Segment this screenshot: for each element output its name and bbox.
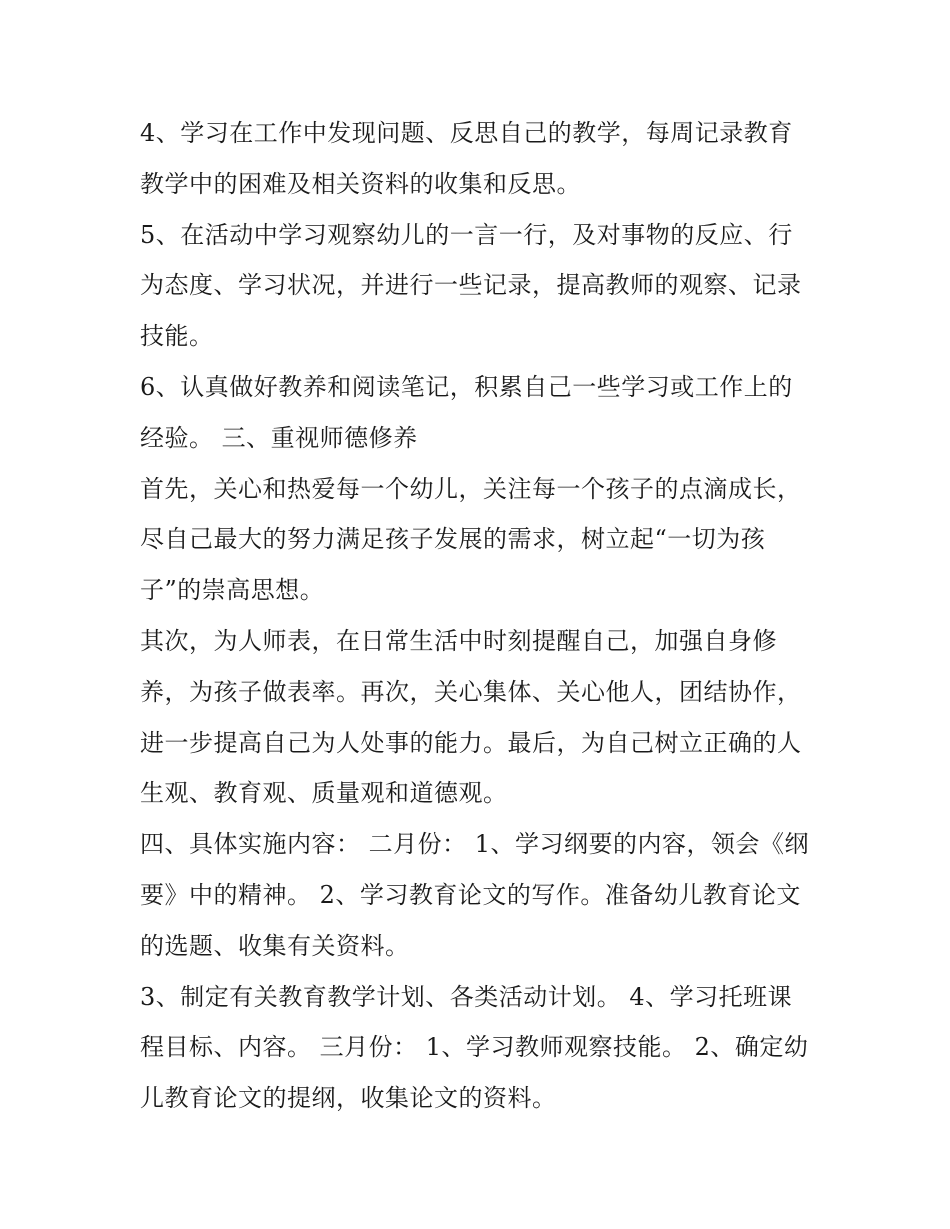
text-line: 养，为孩子做表率。再次，关心集体、关心他人，团结协作， [140, 677, 802, 706]
text-line: 为态度、学习状况，并进行一些记录，提高教师的观察、记录 [140, 271, 802, 300]
text-line: 生观、教育观、质量观和道德观。 [140, 779, 508, 808]
text-line: 6、认真做好教养和阅读笔记，积累自己一些学习或工作上的 [140, 372, 793, 401]
text-line: 儿教育论文的提纲，收集论文的资料。 [140, 1084, 557, 1113]
text-line: 其次，为人师表，在日常生活中时刻提醒自己，加强自身修 [140, 626, 777, 655]
text-line: 教学中的困难及相关资料的收集和反思。 [140, 169, 581, 198]
text-line: 子”的崇高思想。 [140, 576, 325, 605]
text-line: 3、制定有关教育教学计划、各类活动计划。 4、学习托班课 [140, 982, 793, 1011]
text-line: 要》中的精神。 2、学习教育论文的写作。准备幼儿教育论文 [140, 880, 801, 909]
text-line: 进一步提高自己为人处事的能力。最后，为自己树立正确的人 [140, 728, 802, 757]
text-line: 的选题、收集有关资料。 [140, 931, 410, 960]
text-line: 经验。 三、重视师德修养 [140, 423, 418, 452]
text-line: 程目标、内容。 三月份： 1、学习教师观察技能。 2、确定幼 [140, 1033, 809, 1062]
text-line: 首先，关心和热爱每一个幼儿，关注每一个孩子的点滴成长， [140, 474, 802, 503]
text-line: 四、具体实施内容： 二月份： 1、学习纲要的内容，领会《纲 [140, 830, 810, 859]
text-line: 技能。 [140, 322, 214, 351]
text-line: 尽自己最大的努力满足孩子发展的需求，树立起“一切为孩 [140, 525, 766, 554]
text-line: 4、学习在工作中发现问题、反思自己的教学，每周记录教育 [140, 119, 793, 147]
text-line: 5、在活动中学习观察幼儿的一言一行，及对事物的反应、行 [140, 220, 793, 249]
document-body [140, 108, 820, 1124]
